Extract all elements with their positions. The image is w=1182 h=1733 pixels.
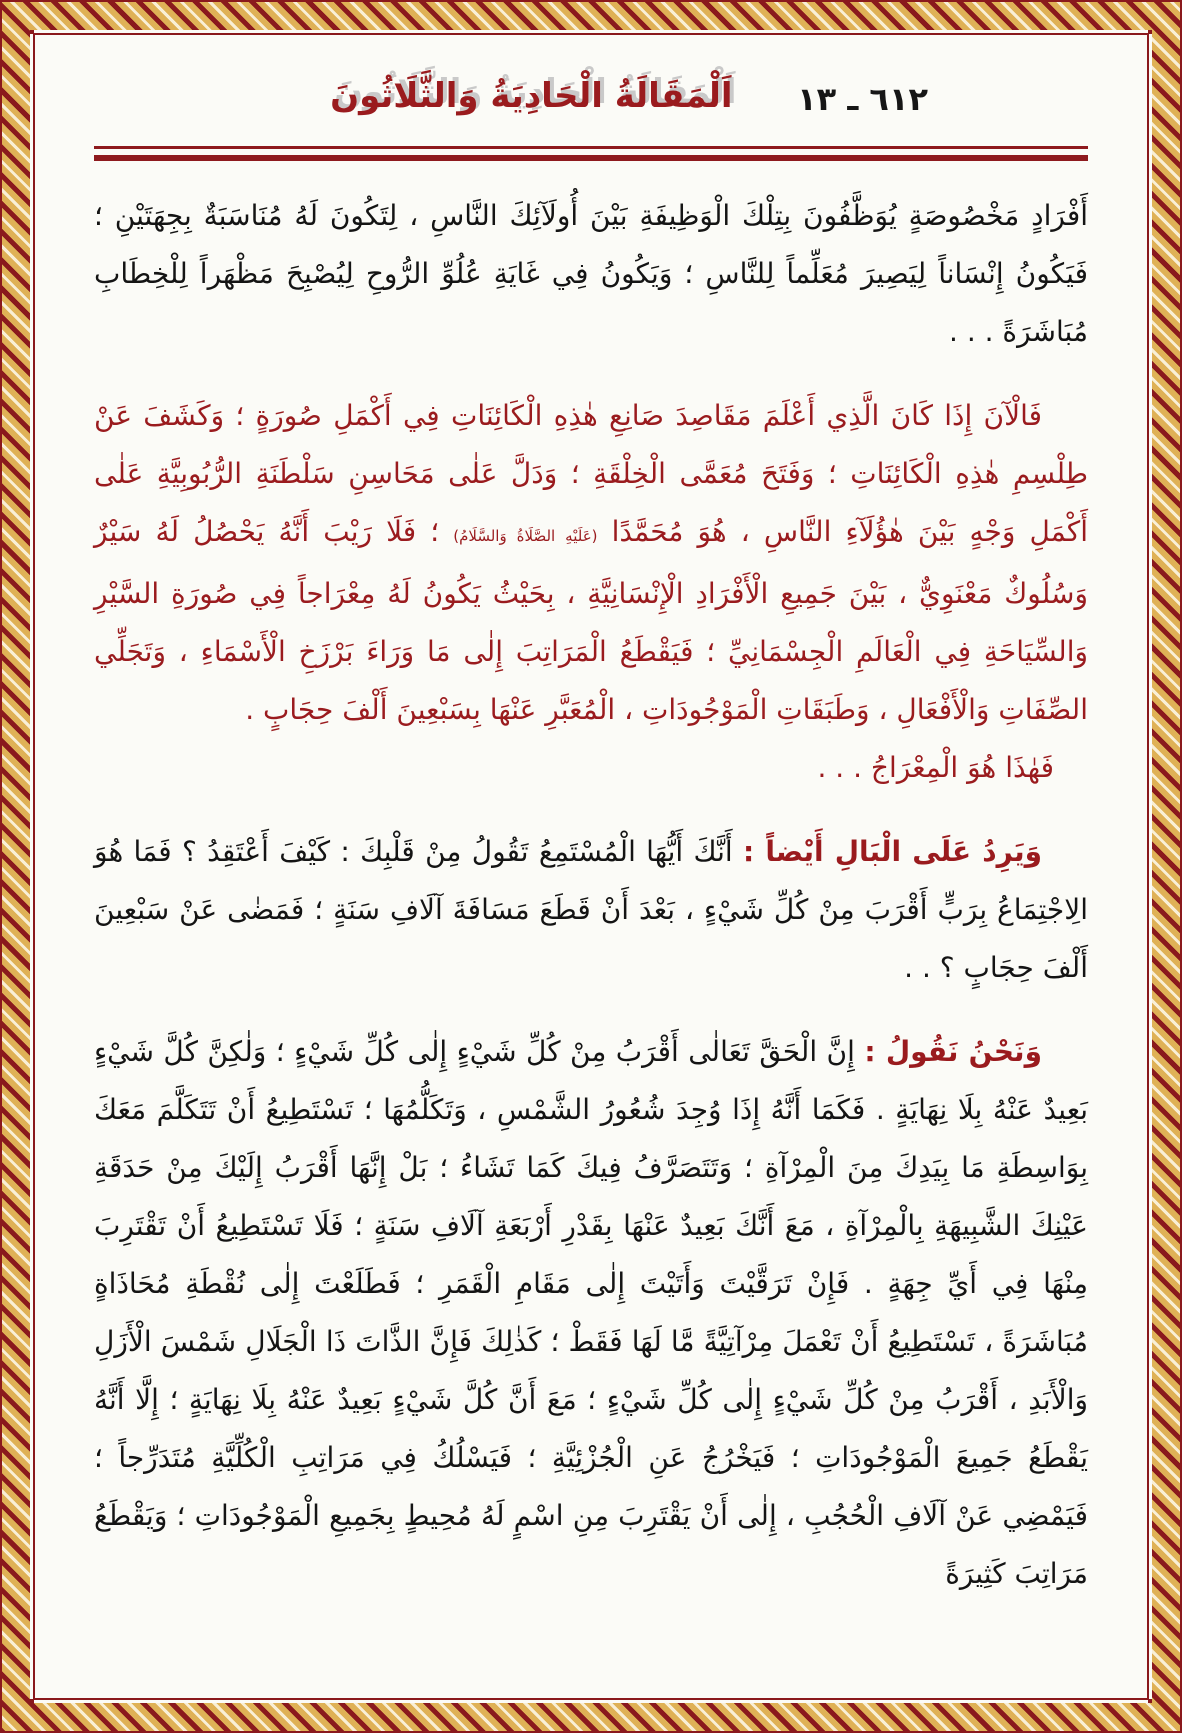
paragraph-question (94, 823, 1088, 997)
paragraph-lead: وَنَحْنُ نَقُولُ : (864, 1035, 1042, 1068)
border-corner-ornament (0, 0, 34, 34)
paragraph-closing-line: فَهٰذَا هُوَ الْمِعْرَاجُ . . . (817, 751, 1054, 784)
header-double-rule (94, 146, 1088, 161)
page-title: اَلْمَقَالَةُ الْحَادِيَةُ وَالثَّلَاثُونَ (330, 76, 733, 116)
page-number: ٦١٢ ـ ١٣ (797, 80, 928, 118)
page-content (64, 46, 1118, 1683)
paragraph-red (94, 387, 1088, 797)
border-corner-ornament (1148, 1699, 1182, 1733)
paragraph-text: فَالْآنَ إِذَا كَانَ الَّذِي أَعْلَمَ مَقَاصِدَ صَانِعِ هٰذِهِ الْكَائِنَاتِ فِي أَكْمَلِ صُورَةٍ ؛ وَكَشَفَ عَنْ طِلْسِمِ هٰذِهِ الْكَائِنَاتِ ؛ وَفَتَحَ مُعَمَّى الْخِلْقَةِ ؛ وَدَلَّ عَلٰى مَحَاسِنِ سَلْطَنَةِ الرُّبُوبِيَّةِ عَلٰى أَكْمَلِ وَجْهٍ بَيْنَ هٰؤُلَآءِ النَّاسِ ، هُوَ مُحَمَّدًا (94, 399, 1088, 548)
paragraph-continuation (94, 187, 1088, 361)
paragraph-text: إِنَّ الْحَقَّ تَعَالٰى أَقْرَبُ مِنْ كُلِّ شَيْءٍ إِلٰى كُلِّ شَيْءٍ ؛ وَلٰكِنَّ كُلَّ شَيْءٍ بَعِيدٌ عَنْهُ بِلَا نِهَايَةٍ . فَكَمَا أَنَّهُ إِذَا وُجِدَ شُعُورُ الشَّمْسِ ، وَتَكَلُّمُهَا ؛ تَسْتَطِيعُ أَنْ تَتَكَلَّمَ مَعَكَ بِوَاسِطَةِ مَا بِيَدِكَ مِنَ الْمِرْآةِ ؛ وَتَتَصَرَّفُ فِيكَ كَمَا تَشَاءُ ؛ بَلْ إِنَّهَا أَقْرَبُ إِلَيْكَ مِنْ حَدَقَةِ عَيْنِكَ الشَّبِيهَةِ بِالْمِرْآةِ ، مَعَ أَنَّكَ بَعِيدٌ عَنْهَا بِقَدْرِ أَرْبَعَةِ آلَافِ سَنَةٍ ؛ فَلَا تَسْتَطِيعُ أَنْ تَقْتَرِبَ مِنْهَا فِي أَيِّ جِهَةٍ . فَإِنْ تَرَقَّيْتَ وَأَتَيْتَ إِلٰى مَقَامِ الْقَمَرِ ؛ فَطَلَعْتَ إِلٰى نُقْطَةِ مُحَاذَاةٍ مُبَاشَرَةً ، تَسْتَطِيعُ أَنْ تَعْمَلَ مِرْآتِيَّةً مَّا لَهَا فَقَطْ ؛ كَذٰلِكَ فَإِنَّ الذَّاتَ ذَا الْجَلَالِ شَمْسَ الْأَزَلِ وَالْأَبَدِ ، أَقْرَبُ مِنْ كُلِّ شَيْءٍ إِلٰى كُلِّ شَيْءٍ ؛ مَعَ أَنَّ كُلَّ شَيْءٍ بَعِيدٌ عَنْهُ بِلَا نِهَايَةٍ ؛ إِلَّا أَنَّهُ يَقْطَعُ جَمِيعَ الْمَوْجُودَاتِ ؛ فَيَخْرُجُ عَنِ الْجُزْئِيَّةِ ؛ فَيَسْلُكُ فِي مَرَاتِبِ الْكُلِّيَّةِ مُتَدَرِّجاً ؛ فَيَمْضِي عَنْ آلَافِ الْحُجُبِ ، إِلٰى أَنْ يَقْتَرِبَ مِنِ اسْمٍ لَهُ مُحِيطٍ بِجَمِيعِ الْمَوْجُودَاتِ ؛ وَيَقْطَعُ مَرَاتِبَ كَثِيرَةً (94, 1035, 1088, 1590)
border-corner-ornament (0, 1699, 34, 1733)
salawat-seal: (عَلَيْهِ الصَّلَاةُ وَالسَّلَامُ) (453, 527, 598, 545)
paragraph-lead: وَيَرِدُ عَلَى الْبَالِ أَيْضاً : (742, 835, 1042, 868)
page-header (94, 58, 1088, 144)
paragraph-answer (94, 1023, 1088, 1603)
paragraph-text: ؛ فَلَا رَيْبَ أَنَّهُ يَحْصُلُ لَهُ سَيْرٌ وَسُلُوكٌ مَعْنَوِيٌّ ، بَيْنَ جَمِيعِ الْأَفْرَادِ الْإِنْسَانِيَّةِ ، بِحَيْثُ يَكُونُ لَهُ مِعْرَاجاً فِي صُورَةِ السَّيْرِ وَالسِّيَاحَةِ فِي الْعَالَمِ الْجِسْمَانِيِّ ؛ فَيَقْطَعُ الْمَرَاتِبَ إِلٰى مَا وَرَاءَ بَرْزَخِ الْأَسْمَاءِ ، وَتَجَلِّي الصِّفَاتِ وَالْأَفْعَالِ ، وَطَبَقَاتِ الْمَوْجُودَاتِ ، الْمُعَبَّرِ عَنْهَا بِسَبْعِينَ أَلْفَ حِجَابٍ . (94, 515, 1088, 726)
border-corner-ornament (1148, 0, 1182, 34)
text-body (94, 187, 1088, 1603)
paragraph-text: أَنَّكَ أَيُّهَا الْمُسْتَمِعُ تَقُولُ مِنْ قَلْبِكَ : كَيْفَ أَعْتَقِدُ ؟ فَمَا هُوَ الِاجْتِمَاعُ بِرَبٍّ أَقْرَبَ مِنْ كُلِّ شَيْءٍ ، بَعْدَ أَنْ قَطَعَ مَسَافَةَ آلَافِ سَنَةٍ ؛ فَمَضٰى عَنْ سَبْعِينَ أَلْفَ حِجَابٍ ؟ . . (94, 835, 1088, 984)
paragraph-text: أَفْرَادٍ مَخْصُوصَةٍ يُوَظَّفُونَ بِتِلْكَ الْوَظِيفَةِ بَيْنَ أُولَآئِكَ النَّاسِ ، لِتَكُونَ لَهُ مُنَاسَبَةٌ بِجِهَتَيْنِ ؛ فَيَكُونُ إِنْسَاناً لِيَصِيرَ مُعَلِّماً لِلنَّاسِ ؛ وَيَكُونُ فِي غَايَةِ عُلُوِّ الرُّوحِ لِيُصْبِحَ مَظْهَراً لِلْخِطَابِ مُبَاشَرَةً . . . (94, 199, 1088, 348)
